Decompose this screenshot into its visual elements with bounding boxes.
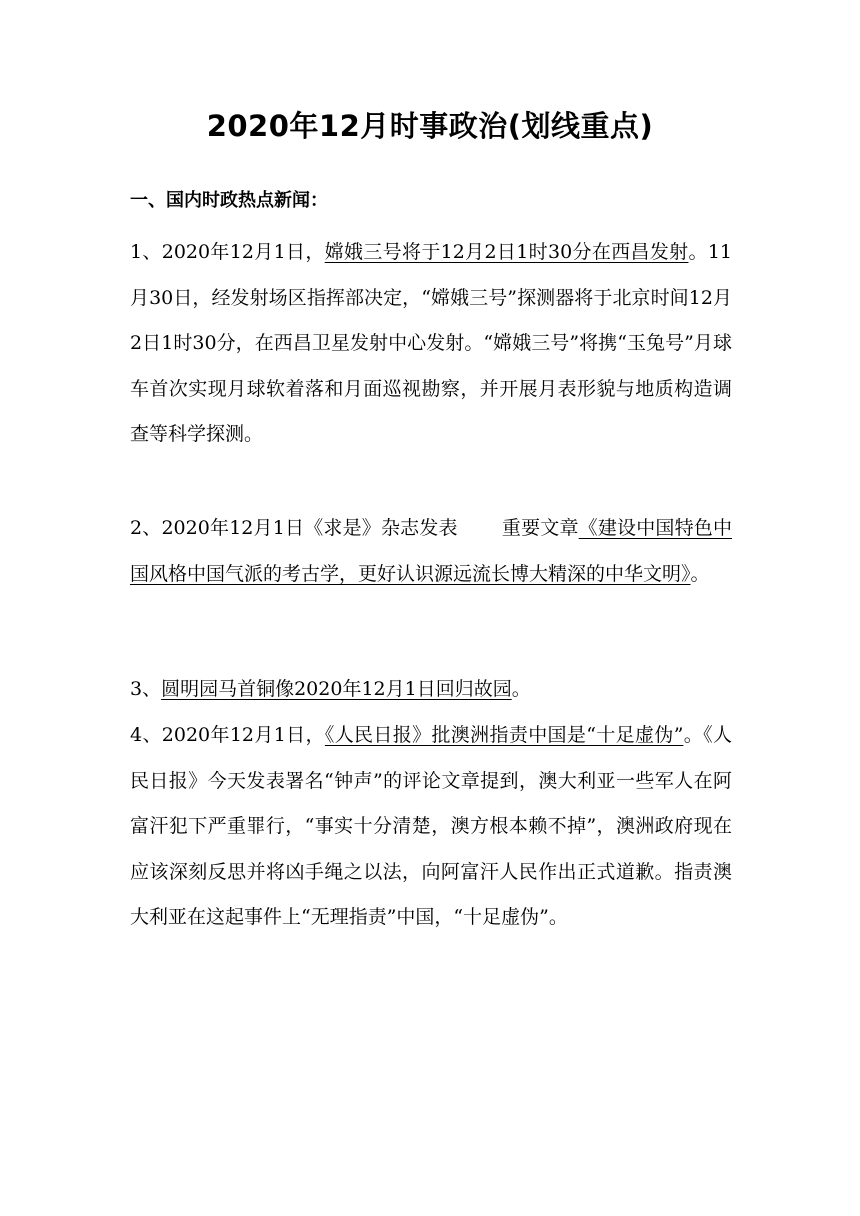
news-item-4-body: 。《人民日报》今天发表署名“钟声”的评论文章提到，澳大利亚一些军人在阿富汗犯下严重罪行，“事实十分清楚，澳方根本赖不掉”，澳洲政府现在应该深刻反思并将凶手绳之以法，向阿富汗人民作出正式道歉。指责澳大利亚在这起事件上“无理指责”中国，“十足虚伪”。 [130, 724, 732, 928]
news-item-2-highlight: 《建设中国特色中国风格中国气派的考古学，更好认识源远流长博大精深的中华文明》 [130, 517, 732, 585]
page-title: 2020年12月时事政治(划线重点) [206, 109, 654, 143]
news-item-2 [130, 506, 732, 597]
news-item-3-prefix: 3、 [130, 678, 162, 700]
news-item-4-prefix: 4、2020年12月1日， [130, 724, 325, 746]
news-item-3 [130, 667, 732, 713]
news-item-4 [130, 713, 732, 941]
news-item-3-highlight: 圆明园马首铜像2020年12月1日回归故园 [161, 678, 512, 700]
news-item-1-highlight: 嫦娥三号将于12月2日1时30分在西昌发射 [324, 241, 689, 263]
news-item-2-body: 。 [690, 562, 710, 585]
news-item-2-prefix: 2、2020年12月1日《求是》杂志发表 [130, 517, 458, 539]
news-item-1-prefix: 1、2020年12月1日， [130, 241, 325, 263]
news-item-1 [130, 230, 732, 458]
news-item-2-prefix-after-gap: 重要文章 [501, 517, 579, 539]
news-item-4-highlight: 《人民日报》批澳洲指责中国是“十足虚伪” [324, 724, 684, 746]
news-item-1-body: 。11月30日，经发射场区指挥部决定，“嫦娥三号”探测器将于北京时间12月2日1时30分，在西昌卫星发射中心发射。“嫦娥三号”将携“玉兔号”月球车首次实现月球软着落和月面巡视勘察，并开展月表形貌与地质构造调查等科学探测。 [130, 241, 732, 445]
section-heading: 一、国内时政热点新闻： [130, 190, 328, 211]
news-item-3-body: 。 [511, 678, 531, 700]
